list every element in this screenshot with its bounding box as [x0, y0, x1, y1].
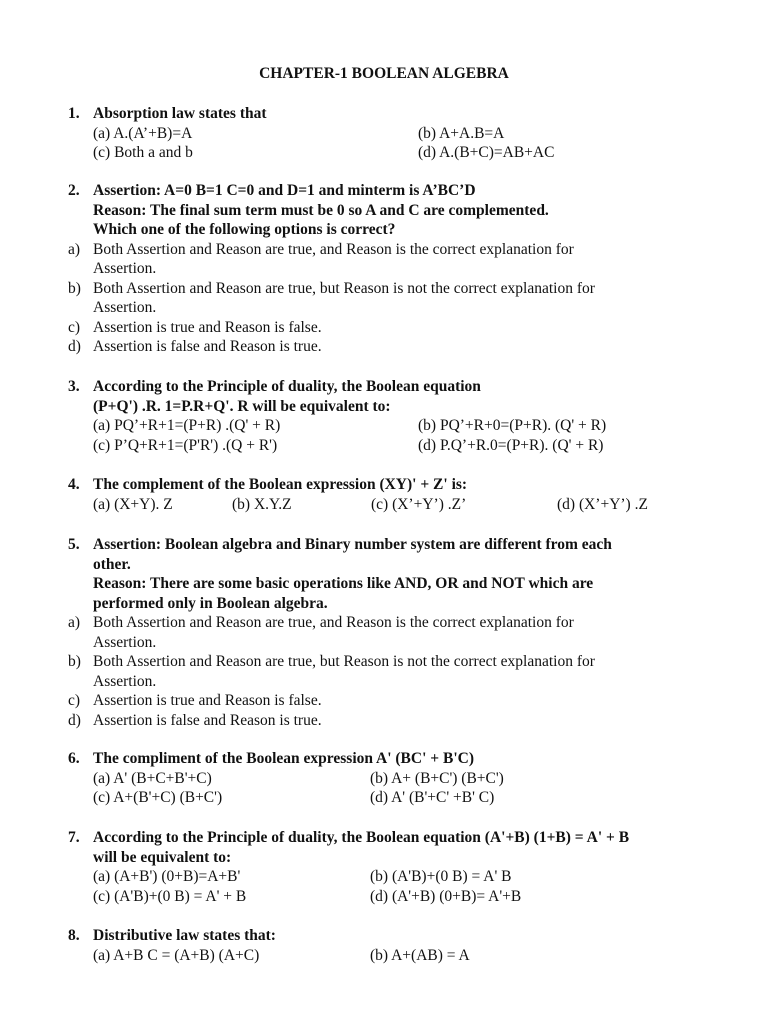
option-a: (a) A.(A’+B)=A [93, 124, 193, 142]
question-number: 5. [68, 536, 80, 553]
option-c: (c) Both a and b [93, 144, 193, 161]
option-c: (c) (X’+Y’) .Z’ [371, 495, 467, 513]
option-b: (b) A+ (B+C') (B+C') [370, 769, 504, 787]
options-grid [68, 867, 728, 906]
question-number: 6. [68, 750, 80, 767]
option-c: c) Assertion is true and Reason is false. [68, 318, 322, 336]
option-a: a) Both Assertion and Reason are true, and Reason is the correct explanation for Assertion. [68, 240, 574, 277]
question-stem: 8. Distributive law states that: [68, 927, 276, 944]
option-d: (d) A.(B+C)=AB+AC [418, 144, 555, 161]
question-number: 3. [68, 378, 80, 395]
option-a: a) Both Assertion and Reason are true, and Reason is the correct explanation for Assertion. [68, 614, 574, 651]
question-stem: 4. The complement of the Boolean expression (XY)' + Z' is: [68, 476, 468, 493]
option-d: (d) (X’+Y’) .Z [557, 495, 648, 513]
question-6 [68, 749, 728, 808]
options-grid [68, 416, 728, 455]
option-b: b) Both Assertion and Reason are true, but Reason is not the correct explanation for Assertion. [68, 279, 595, 316]
option-a: (a) (X+Y). Z [93, 495, 173, 513]
question-5 [68, 535, 728, 730]
question-stem: 7. According to the Principle of duality, the Boolean equation (A'+B) (1+B) = A' + B will be equivalent to: [68, 829, 630, 866]
question-1 [68, 104, 728, 163]
option-b: (b) PQ’+R+0=(P+R). (Q' + R) [418, 417, 607, 434]
question-8 [68, 926, 728, 965]
question-2 [68, 181, 728, 357]
question-number: 8. [68, 927, 80, 944]
option-d: (d) P.Q’+R.0=(P+R). (Q' + R) [418, 436, 604, 454]
chapter-title: CHAPTER-1 BOOLEAN ALGEBRA [259, 65, 509, 82]
option-d: d) Assertion is false and Reason is true. [68, 338, 322, 355]
option-b: (b) X.Y.Z [232, 495, 292, 513]
options-grid [68, 946, 728, 966]
option-c: (c) P’Q+R+1=(P'R') .(Q + R') [93, 436, 278, 454]
question-number: 1. [68, 105, 80, 122]
option-a: (a) (A+B') (0+B)=A+B' [93, 868, 241, 885]
question-number: 2. [68, 182, 80, 199]
question-stem: 5. Assertion: Boolean algebra and Binary number system are different from each other. Reason: There are some basic operations like AND, OR and NOT which are performed only in Boolean algebra. [68, 536, 612, 612]
option-c: (c) (A'B)+(0 B) = A' + B [93, 887, 247, 905]
option-d: d) Assertion is false and Reason is true. [68, 711, 322, 729]
question-stem: 2. Assertion: A=0 B=1 C=0 and D=1 and minterm is A’BC’D Reason: The final sum term must be 0 so A and C are complemented. Which one of the following options is correct? [68, 182, 549, 238]
question-stem: 6. The compliment of the Boolean expression A' (BC' + B'C) [68, 750, 474, 767]
options-grid [68, 769, 728, 808]
question-stem: 1. Absorption law states that [68, 105, 267, 122]
options-grid [68, 124, 728, 163]
option-d: (d) (A'+B) (0+B)= A'+B [370, 887, 522, 905]
question-stem: 3. According to the Principle of duality, the Boolean equation (P+Q') .R. 1=P.R+Q'. R will be equivalent to: [68, 378, 481, 415]
option-a: (a) PQ’+R+1=(P+R) .(Q' + R) [93, 417, 281, 434]
options-row [68, 495, 728, 515]
option-c: c) Assertion is true and Reason is false. [68, 692, 322, 709]
option-d: (d) A' (B'+C' +B' C) [370, 789, 495, 806]
question-number: 7. [68, 829, 80, 846]
question-7 [68, 828, 728, 906]
question-4 [68, 475, 728, 514]
option-b: (b) A+(AB) = A [370, 946, 470, 964]
option-b: (b) (A'B)+(0 B) = A' B [370, 868, 512, 885]
option-b: b) Both Assertion and Reason are true, but Reason is not the correct explanation for Assertion. [68, 653, 595, 690]
option-b: (b) A+A.B=A [418, 124, 505, 142]
option-c: (c) A+(B'+C) (B+C') [93, 789, 223, 806]
question-3 [68, 377, 728, 455]
option-a: (a) A+B C = (A+B) (A+C) [93, 946, 260, 964]
option-a: (a) A' (B+C+B'+C) [93, 769, 212, 787]
question-number: 4. [68, 476, 80, 493]
